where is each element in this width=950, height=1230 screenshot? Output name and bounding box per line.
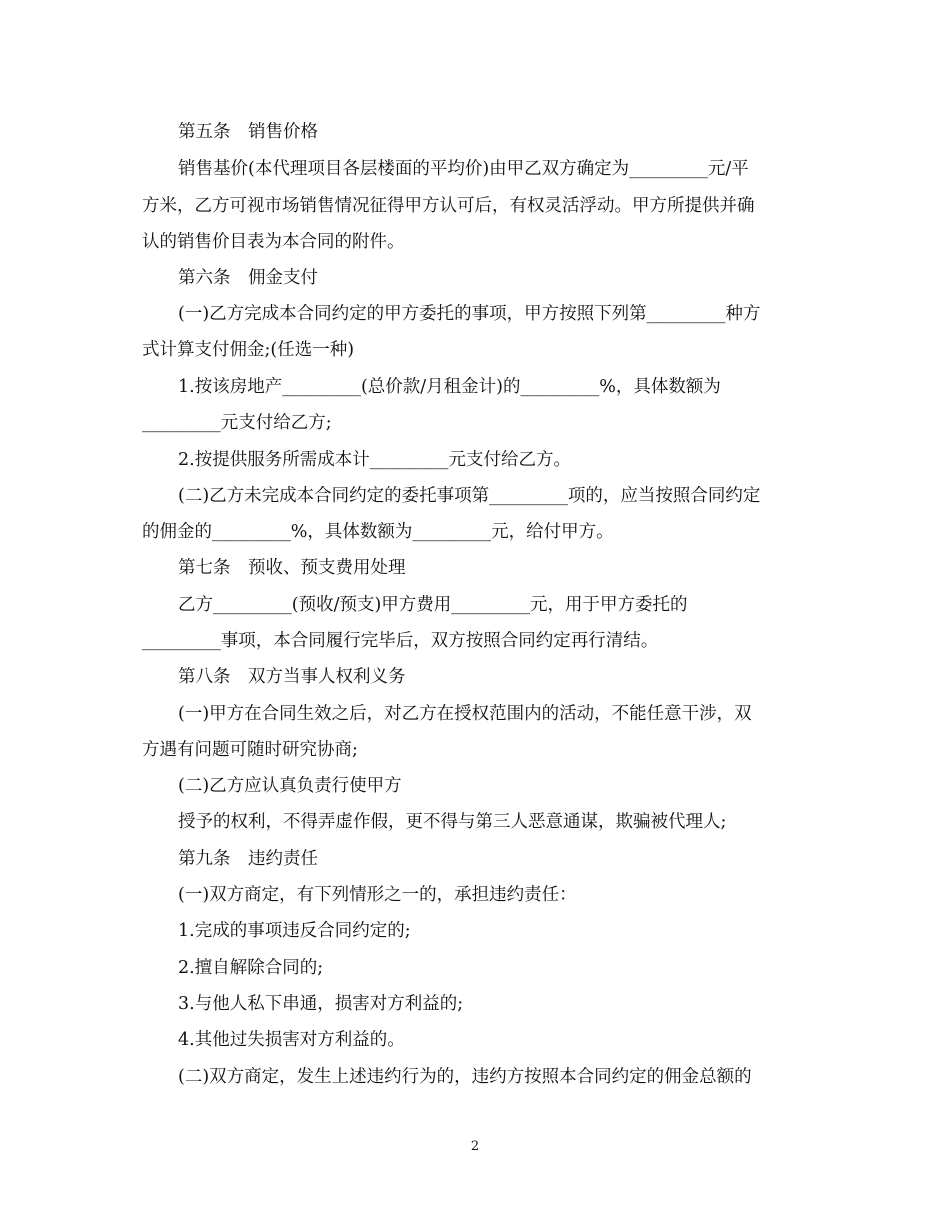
article-9-heading: 第九条 违约责任: [178, 849, 318, 869]
article-8-heading: 第八条 双方当事人权利义务: [178, 667, 406, 687]
article-5-paragraph-line-2: 方米，乙方可视市场销售情况征得甲方认可后，有权灵活浮动。甲方所提供并确: [142, 196, 755, 216]
article-6-item-1-line-2: _________元支付给乙方;: [142, 413, 332, 433]
article-7-paragraph-line-2: _________事项，本合同履行完毕后，双方按照合同约定再行清结。: [142, 631, 659, 651]
article-6-heading: 第六条 佣金支付: [178, 268, 318, 288]
article-8-clause-1-line-1: (一)甲方在合同生效之后，对乙方在授权范围内的活动，不能任意干涉，双: [178, 704, 752, 724]
article-6-clause-1-line-1: (一)乙方完成本合同约定的甲方委托的事项，甲方按照下列第_________种方: [178, 304, 761, 324]
article-5-heading: 第五条 销售价格: [178, 122, 318, 142]
article-7-heading: 第七条 预收、预支费用处理: [178, 558, 406, 578]
article-9-clause-1: (一)双方商定，有下列情形之一的，承担违约责任：: [178, 885, 577, 905]
article-9-item-1: 1.完成的事项违反合同约定的;: [178, 921, 411, 941]
article-8-clause-2-line-1: (二)乙方应认真负责行使甲方: [178, 776, 402, 796]
article-9-item-3: 3.与他人私下串通，损害对方利益的;: [178, 994, 464, 1014]
article-8-clause-1-line-2: 方遇有问题可随时研究协商;: [142, 740, 358, 760]
article-5-paragraph-line-3: 认的销售价目表为本合同的附件。: [142, 232, 405, 252]
article-7-paragraph-line-1: 乙方_________(预收/预支)甲方费用_________元，用于甲方委托的: [178, 595, 688, 615]
article-9-item-4: 4.其他过失损害对方利益的。: [178, 1030, 405, 1050]
article-6-item-1-line-1: 1.按该房地产_________(总价款/月租金计)的_________%，具体数额为: [178, 377, 721, 397]
article-6-item-2: 2.按提供服务所需成本计_________元支付给乙方。: [178, 450, 571, 470]
article-9-item-2: 2.擅自解除合同的;: [178, 958, 324, 978]
article-9-clause-2-line-1: (二)双方商定，发生上述违约行为的，违约方按照本合同约定的佣金总额的: [178, 1067, 752, 1087]
article-8-clause-2-line-2: 授予的权利，不得弄虚作假，更不得与第三人恶意通谋，欺骗被代理人;: [178, 812, 727, 832]
article-5-paragraph-line-1: 销售基价(本代理项目各层楼面的平均价)由甲乙双方确定为_________元/平: [178, 159, 749, 179]
article-6-clause-2-line-2: 的佣金的_________%，具体数额为_________元，给付甲方。: [142, 522, 614, 542]
page-number: 2: [470, 1139, 480, 1154]
article-6-clause-2-line-1: (二)乙方未完成本合同约定的委托事项第_________项的，应当按照合同约定: [178, 486, 761, 506]
article-6-clause-1-line-2: 式计算支付佣金;(任选一种): [142, 340, 355, 360]
